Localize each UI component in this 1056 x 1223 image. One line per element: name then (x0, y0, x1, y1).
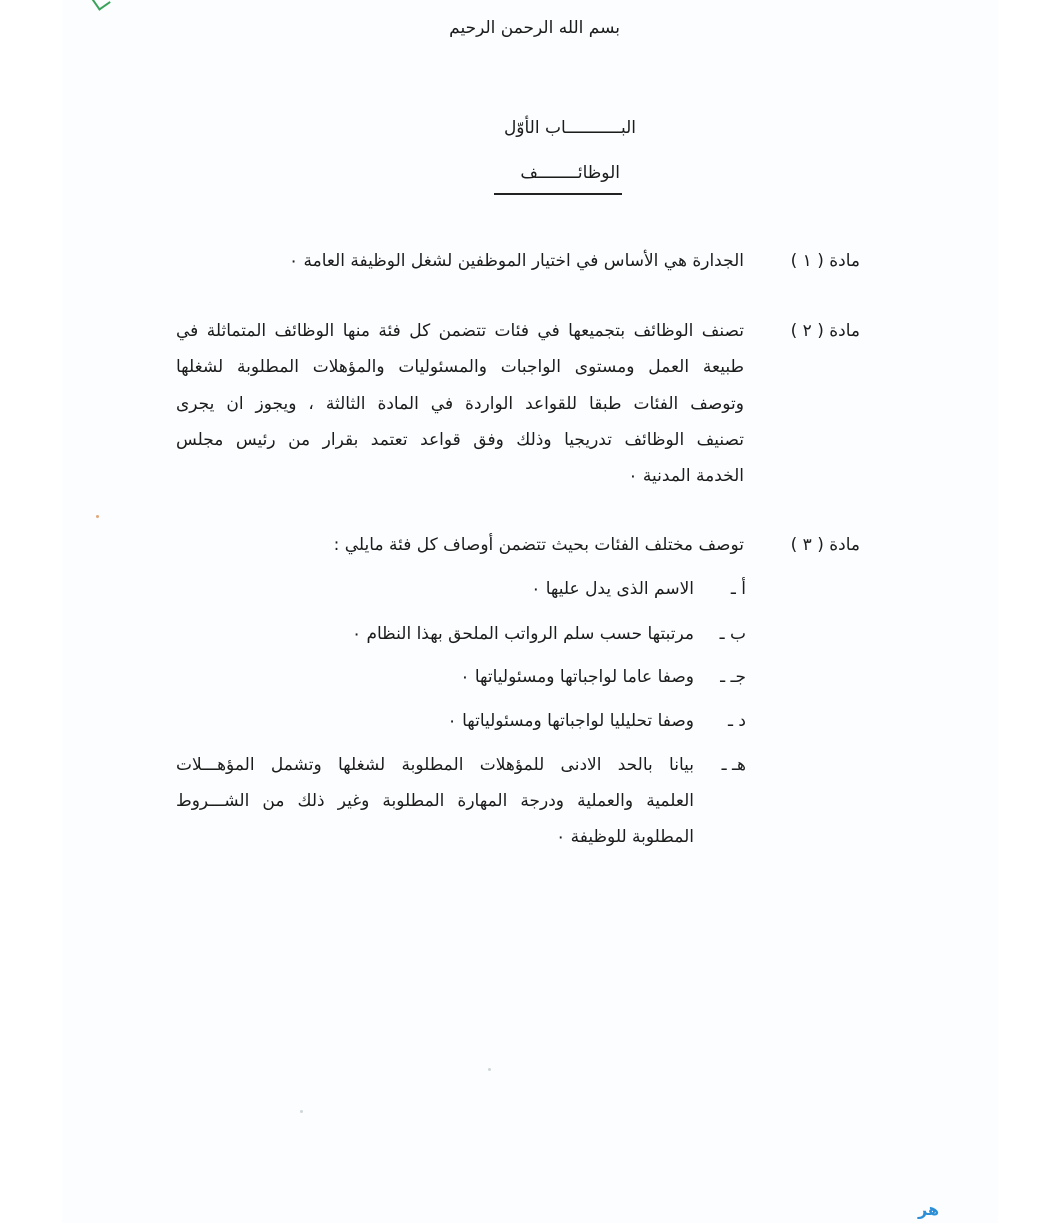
scan-speck (300, 1110, 303, 1113)
list-item-mark: هـ ـ (721, 755, 746, 775)
list-item-mark: أ ـ (730, 579, 746, 599)
list-item-mark: جـ ـ (720, 667, 746, 687)
article-2-line-5: الخدمة المدنية ٠ (628, 466, 744, 486)
section-title: الوظائــــــــف (520, 163, 620, 183)
article-1-label: مادة ( ١ ) (790, 251, 860, 271)
scan-speck (488, 1068, 491, 1071)
article-1-text: الجدارة هي الأساس في اختيار الموظفين لشغل الوظيفة العامة ٠ (288, 251, 744, 271)
list-item-continuation: المطلوبة للوظيفة ٠ (556, 827, 694, 847)
list-item: وصفا تحليليا لواجباتها ومسئولياتها ٠ (447, 711, 694, 731)
article-3-label: مادة ( ٣ ) (790, 535, 860, 555)
article-2-label: مادة ( ٢ ) (790, 321, 860, 341)
list-item-mark: د ـ (728, 711, 746, 731)
list-item-continuation: العلمية والعملية ودرجة المهارة المطلوبة وغير ذلك من الشـــروط (176, 791, 694, 811)
basmala: بسم الله الرحمن الرحيم (449, 18, 620, 38)
handwritten-mark: هر (918, 1200, 940, 1219)
list-item: بيانا بالحد الادنى للمؤهلات المطلوبة لشغلها وتشمل المؤهـــلات (176, 755, 694, 775)
list-item: الاسم الذى يدل عليها ٠ (531, 579, 694, 599)
scan-speck (96, 515, 99, 518)
list-item-mark: ب ـ (719, 624, 746, 644)
article-2-line-2: طبيعة العمل ومستوى الواجبات والمسئوليات والمؤهلات المطلوبة لشغلها (176, 357, 744, 377)
list-item: مرتبتها حسب سلم الرواتب الملحق بهذا النظام ٠ (351, 624, 694, 644)
article-2-line-3: وتوصف الفئات طبقا للقواعد الواردة في المادة الثالثة ، ويجوز ان يجرى (176, 394, 744, 414)
title-underline (494, 193, 622, 195)
article-3-intro: توصف مختلف الفئات بحيث تتضمن أوصاف كل فئة مايلي : (333, 535, 744, 555)
article-2-line-1: تصنف الوظائف بتجميعها في فئات تتضمن كل فئة منها الوظائف المتماثلة في (176, 321, 744, 341)
article-2-line-4: تصنيف الوظائف تدريجيا وذلك وفق قواعد تعتمد بقرار من رئيس مجلس (176, 430, 744, 450)
list-item: وصفا عاما لواجباتها ومسئولياتها ٠ (460, 667, 694, 687)
part-title: البـــــــــــاب الأوّل (503, 118, 636, 138)
